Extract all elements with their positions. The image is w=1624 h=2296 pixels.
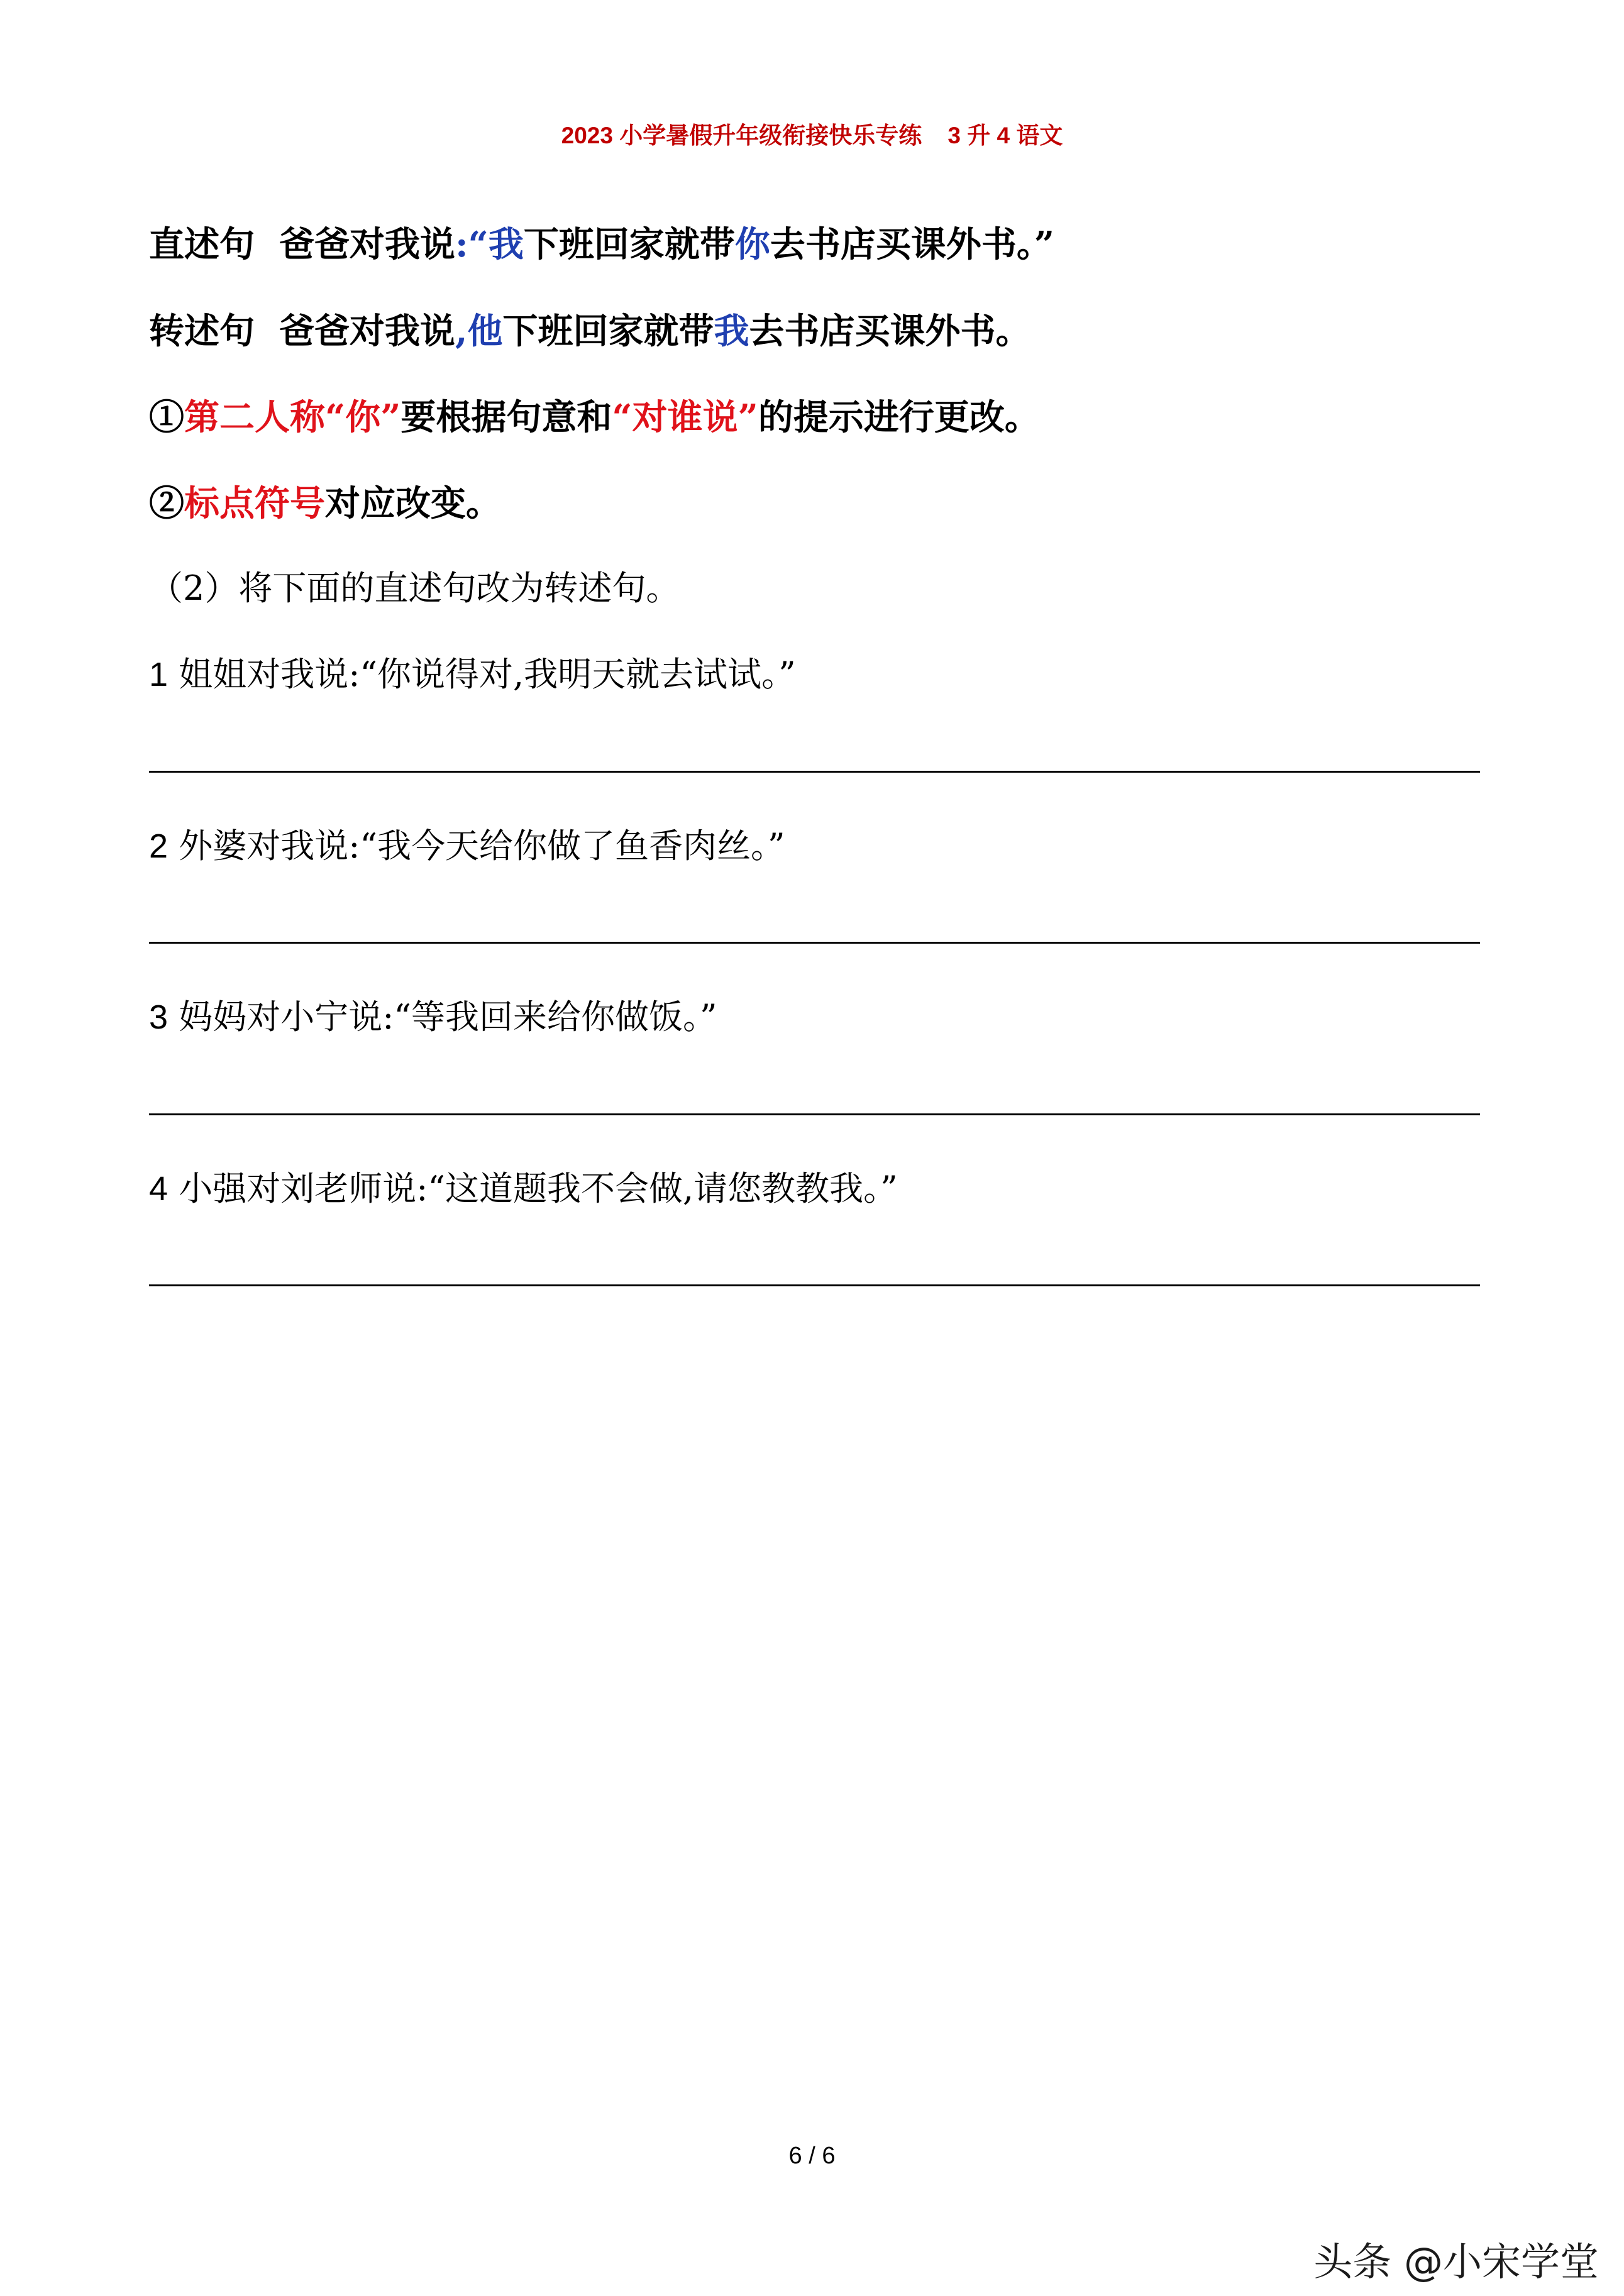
answer-line-3[interactable] bbox=[149, 1113, 1480, 1115]
question-4-text: 小强对刘老师说:“这道题我不会做,请您教教我。” bbox=[179, 1169, 898, 1208]
question-2-number: 2 bbox=[149, 827, 168, 865]
indirect-speech-rest: 去书店买课外书。 bbox=[749, 311, 1031, 352]
tip-2-marker: ② bbox=[149, 483, 184, 524]
question-2-text: 外婆对我说:“我今天给你做了鱼香肉丝。” bbox=[179, 826, 785, 866]
direct-speech-pronoun-1: 我 bbox=[488, 224, 524, 265]
question-1-number: 1 bbox=[149, 656, 168, 693]
direct-speech-pronoun-2: 你 bbox=[734, 224, 770, 265]
direct-speech-speaker: 爸爸对我说 bbox=[279, 224, 455, 265]
watermark: 头条 @小宋学堂 bbox=[1313, 2239, 1599, 2285]
indirect-speech-pronoun-2: 我 bbox=[714, 311, 749, 352]
direct-speech-example bbox=[149, 217, 1054, 267]
question-2 bbox=[149, 819, 785, 868]
tip-2-red-1: 标点符号 bbox=[184, 483, 325, 524]
page-number: 6 / 6 bbox=[788, 2143, 836, 2169]
exercise-instruction: （2）将下面的直述句改为转述句。 bbox=[149, 568, 680, 608]
tip-1-black-1: 要根据句意和 bbox=[400, 397, 612, 438]
question-1-text: 姐姐对我说:“你说得对,我明天就去试试。” bbox=[179, 654, 796, 694]
direct-speech-colon-quote: :“ bbox=[455, 224, 489, 265]
page-header-title: 2023 小学暑假升年级衔接快乐专练 3 升 4 语文 bbox=[561, 123, 1063, 148]
indirect-speech-example bbox=[149, 304, 1031, 354]
indirect-speech-comma: , bbox=[455, 311, 468, 352]
tip-2 bbox=[149, 476, 501, 526]
answer-line-4[interactable] bbox=[149, 1284, 1480, 1286]
tip-1-red-2: “对谁说” bbox=[612, 397, 758, 438]
tip-1-red-1: 第二人称“你” bbox=[184, 397, 401, 438]
tip-2-black-1: 对应改变。 bbox=[325, 483, 501, 524]
direct-speech-middle: 下班回家就带 bbox=[523, 224, 735, 265]
indirect-speech-label: 转述句 bbox=[149, 311, 255, 352]
answer-line-2[interactable] bbox=[149, 942, 1480, 944]
question-3 bbox=[149, 990, 717, 1039]
tip-1-black-2: 的提示进行更改。 bbox=[758, 397, 1040, 438]
indirect-speech-pronoun-1: 他 bbox=[467, 311, 503, 352]
question-1 bbox=[149, 648, 796, 696]
direct-speech-label: 直述句 bbox=[149, 224, 255, 265]
question-4-number: 4 bbox=[149, 1170, 168, 1208]
tip-1 bbox=[149, 390, 1040, 440]
indirect-speech-speaker: 爸爸对我说 bbox=[279, 311, 455, 352]
question-3-text: 妈妈对小宁说:“等我回来给你做饭。” bbox=[179, 997, 717, 1037]
question-3-number: 3 bbox=[149, 998, 168, 1036]
tip-1-marker: ① bbox=[149, 397, 184, 438]
indirect-speech-middle: 下班回家就带 bbox=[502, 311, 714, 352]
direct-speech-rest: 去书店买课外书。” bbox=[770, 224, 1055, 265]
question-4 bbox=[149, 1162, 898, 1210]
answer-line-1[interactable] bbox=[149, 771, 1480, 773]
